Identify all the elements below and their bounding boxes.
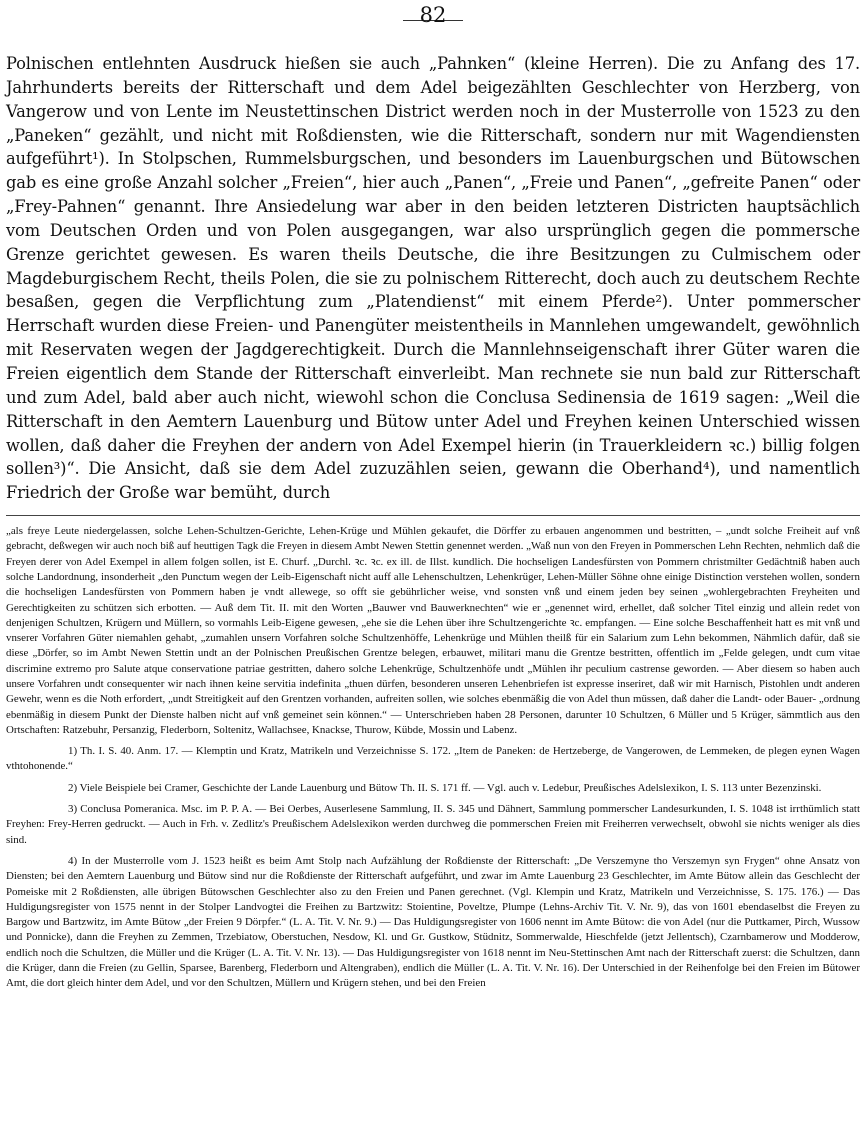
- footnote-2: [6, 781, 860, 796]
- footnote-3: [6, 802, 860, 848]
- body-text: [6, 52, 860, 505]
- page-number-text: 82: [419, 3, 447, 27]
- footnote-divider: [6, 515, 860, 516]
- body-paragraph: Polnischen entlehnten Ausdruck hießen sie auch „Pahnken“ (kleine Herren). Die zu Anfang des 17. Jahrhunderts bereits der Ritterschaft und dem Adel beigezählten Geschlechter von Herzberg, von Vangerow und von Lente im Neustettinschen District werden noch in der Musterrolle von 1523 zu den „Paneken“ gezählt, und nicht mit Roßdiensten, wie die Ritterschaft, sondern nur mit Wagendiensten aufgeführt¹). In Stolpschen, Rummelsburgschen, und besonders im Lauenburgschen und Bütowschen gab es eine große Anzahl solcher „Freien“, hier auch „Panen“, „Freie und Panen“, „gefreite Panen“ oder „Frey-Pahnen“ genannt. Ihre Ansiedelung war aber in den beiden letzteren Districten hauptsächlich vom Deutschen Orden und von Polen ausgegangen, war also ursprünglich gegen die pommersche Grenze gerichtet gewesen. Es waren theils Deutsche, die ihre Besitzungen zu Culmischem oder Magdeburgischem Recht, theils Polen, die sie zu polnischem Ritterecht, doch auch zu deutschem Rechte besaßen, gegen die Verpflichtung zum „Platendienst“ mit einem Pferde²). Unter pommerscher Herrschaft wurden diese Freien- und Panengüter meistentheils in Mannlehen umgewandelt, gewöhnlich mit Reservaten wegen der Jagdgerechtigkeit. Durch die Mannlehnseigenschaft ihrer Güter waren die Freien eigentlich dem Stande der Ritterschaft einverleibt. Man rechnete sie nun bald zur Ritterschaft und zum Adel, bald aber auch nicht, wiewohl schon die Conclusa Sedinensia de 1619 sagen: „Weil die Ritterschaft in den Aemtern Lauenburg und Bütow unter Adel und Freyhen keinen Unterschied wissen wollen, daß daher die Freyhen der andern von Adel Exempel hierin (in Trauerkleidern ꝛc.) billig folgen sollen³)“. Die Ansicht, daß sie dem Adel zuzuzählen seien, gewann die Oberhand⁴), und namentlich Friedrich der Große war bemüht, durch: [6, 54, 860, 503]
- footnote-marker: 3): [68, 803, 78, 816]
- page-number: [6, 0, 860, 34]
- footnote-marker: 1): [68, 745, 78, 758]
- footnotes: [6, 524, 860, 992]
- footnote-text: Conclusa Pomeranica. Msc. im P. P. A. — Bei Oerbes, Auserlesene Sammlung, II. S. 345 und Dähnert, Sammlung pommerscher Landesurkunden, I. S. 1048 ist irrthümlich statt Freyhen: Frey-Herren gedruckt. — Auch in Frh. v. Zedlitz's Preußischem Adelslexikon werden durchweg die pommerschen Freien mit Freiherren verwechselt, obwohl sie nichts weniger als dies sind.: [6, 803, 860, 846]
- footnote-4: [6, 854, 860, 992]
- footnote-text: In der Musterrolle vom J. 1523 heißt es beim Amt Stolp nach Aufzählung der Roßdienste der Ritterschaft: „De Verszemyne tho Verszemyn syn Frygen“ ohne Ansatz von Diensten; bei den Aemtern Lauenburg und Bütow sind nur die Roßdienste der Ritterschaft aufgeführt, und zwar im Amte Lauenburg 23 Geschlechter, im Amte Bütow allein das Geschlecht der Pomeiske mit 2 Roßdiensten, alle übrigen Bütowschen Geschlechter also zu den Freien und Panen gerechnet. (Vgl. Klempin und Kratz, Matrikeln und Verzeichnisse, S. 175. 176.) — Das Huldigungsregister von 1575 nennt in der Stolper Landvogtei die Freihen zu Bartzwitz: Stoientine, Poveltze, Plumpe (Lehns-Archiv Tit. V. Nr. 9), das von 1601 ebendaselbst die Freyen zu Bargow und Bartzwitz, im Amte Bütow „der Freien 9 Dörpfer.“ (L. A. Tit. V. Nr. 9.) — Das Huldigungsregister von 1606 nennt im Amte Bütow: die von Adel (nur die Puttkamer, Pirch, Wussow und Ponnicke), dann die Freyhen zu Zemmen, Trzebiatow, Oberstuchen, Nesdow, Kl. und Gr. Gustkow, Stüdnitz, Sommerwalde, Hieschfelde (jetzt Jellentsch), Czarnbamerow und Modderow, endlich noch die Schultzen, die Müller und die Krüger (L. A. Tit. V. Nr. 13). — Das Huldigungsregister von 1618 nennt im Neu-Stettinschen Amt nach der Ritterschaft zuerst: die Schultzen, dann die Krüger, dann die Freien (zu Gellin, Sparsee, Barenberg, Flederborn und Altengraben), endlich die Müller (L. A. Tit. V. Nr. 16). Der Unterschied in der Reihenfolge bei den Freien im Bütower Amt, die dort gleich hinter dem Adel, und vor den Schultzen, Müllern und Krügern stehen, und bei den Freien: [6, 854, 860, 990]
- footnote-marker: 4): [68, 854, 78, 867]
- footnote-text: Viele Beispiele bei Cramer, Geschichte der Lande Lauenburg und Bütow Th. II. S. 171 ff. — Vgl. auch v. Ledebur, Preußisches Adelslexikon, I. S. 113 unter Bezenzinski.: [79, 781, 822, 794]
- footnote-continuation: „als freye Leute niedergelassen, solche Lehen-Schultzen-Gerichte, Lehen-Krüge und Mühlen gekaufet, die Dörffer zu erbauen angenommen und bestritten, – „undt solche Freiheit auf vnß gebracht, deßwegen wir auch noch biß auf heuttigen Tagk die Freyen in diesem Ambt Newen Stettin genennet werden. „Waß nun von den Freyen in Pommerschen Lehn Rechten, nehmlich daß die Freyen derer von Adel Exempel in allem folgen sollen, ist E. Churf. „Durchl. ꝛc. ꝛc. ex ill. de Illst. kundlich. Die hochseligen Landesfürsten von Pommern christmilter Gedächtniß haben auch solche Landordnung, insonderheit „den Punctum wegen der Leib-Eigenschaft nicht auff alle Lehenschultzen, Lehenkrüger, Lehen-Müller Söhne ohne einige Distinction verstehen wollen, sondern die hochseligen Landesfürsten von Pommern haben je vndt allewege, so offt sie gebührlicher weise, vnd sonsten vnß und einem jeden bey seinen „wohlergebrachten Freyheiten und Gerechtigkeiten zu schützen sich erbotten. — Auß dem Tit. II. mit den Worten „Bauwer vnd Bauwerknechten“ wie er „genennet wird, erhellet, daß solcher Titel einzig und allein redet von denjenigen Schultzen, Krügern und Müllern, so vormahls Leib-Eigene gewesen, „ehe sie die Lehen über ihre Schultzengerichte ꝛc. empfangen. — Eine solche Beschaffenheit hatt es mit vnß und vnserer Vorfahren Güter niemahlen gehabt, „zumahlen unsern Vorfahren solche Schultzenhöffe, Lehenkrüge und Mühlen theilß für ein Salarium zum Lehn bekommen, Nähmlich dafür, daß sie diese „Dörfer, so im Ambt Newen Stettin undt an der Polnischen Preußischen Grentze belegen, erbauwet, militari manu die Grentze bestritten, offentlich im „Felde gelegen, undt cum vitae discrimine extremo pro Salute atque conservatione patriae gestritten, dahero solche Lehenkrüge, Schultzenhöfe undt „Mühlen ihr peculium castrense geworden. — Aber diesem so haben auch unsere Vorfahren undt consequenter wir nach ihnen keine servitia indefinita „thuen dürfen, besonderen unseren Lehenbriefen ist expresse inseriret, daß wir mit Harnisch, Pistohlen undt anderen Gewehr, wenn es die Noth erfordert, „undt Streitigkeit auf den Grentzen vorhanden, aufreiten sollen, wie solches ebenmäßig die von Adel thun müssen, daß daher die Landt- oder Bauer- „ordnung ebenmäßig in diesem Punkt der Dienste halben nicht auf vnß gemeinet sein können.“ — Unterschrieben haben 28 Personen, darunter 10 Schultzen, 6 Müller und 5 Krüger, sämmtlich aus den Ortschaften: Ratzebuhr, Persanzig, Flederborn, Soltenitz, Wallachsee, Knackse, Thurow, Kübde, Mossin und Labenz.: [6, 525, 860, 736]
- footnote-1: [6, 744, 860, 775]
- footnote-text: Th. I. S. 40. Anm. 17. — Klemptin und Kratz, Matrikeln und Verzeichnisse S. 172. „Item de Paneken: de Hertzeberge, de Vangerowen, de Lemmeken, de plegen eynen Wagen vthtohonende.“: [6, 745, 860, 773]
- footnote-marker: 2): [68, 781, 78, 794]
